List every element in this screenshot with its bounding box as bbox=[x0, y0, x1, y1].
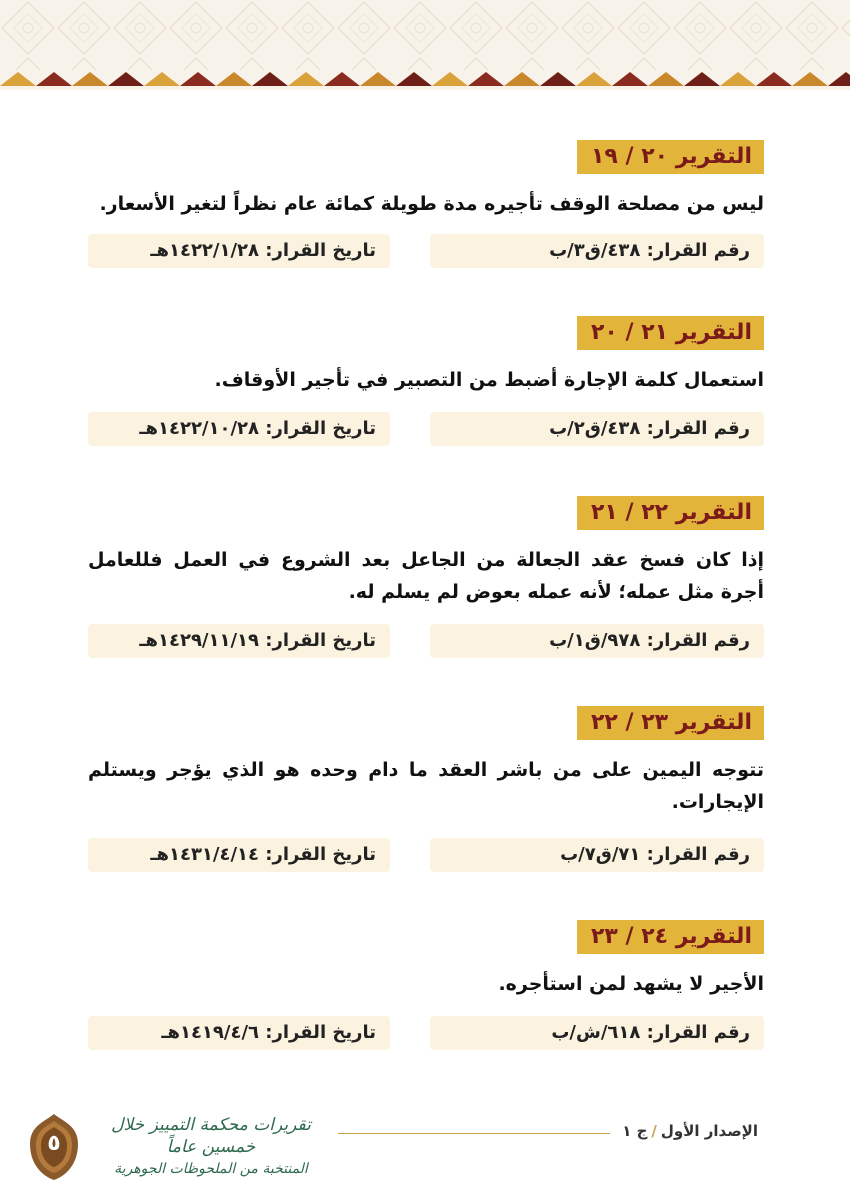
decision-number: رقم القرار: ٦١٨/ش/ب bbox=[430, 1016, 764, 1050]
decision-date: تاريخ القرار: ١٤٢٩/١١/١٩هـ bbox=[88, 624, 390, 658]
book-title-line1: تقريرات محكمة التمييز خلال خمسين عاماً bbox=[111, 1115, 311, 1157]
report-text: ليس من مصلحة الوقف تأجيره مدة طويلة كمائة عام نظراً لتغير الأسعار. bbox=[99, 193, 764, 215]
decision-number: رقم القرار: ٤٣٨/ق٢/ب bbox=[430, 412, 764, 446]
report-entry bbox=[88, 140, 764, 270]
report-text: استعمال كلمة الإجارة أضبط من التصبير في تأجير الأوقاف. bbox=[214, 369, 764, 391]
decision-date: تاريخ القرار: ١٤٢٢/١/٢٨هـ bbox=[88, 234, 390, 268]
page-number: ٥ bbox=[47, 1131, 61, 1156]
report-entry bbox=[88, 496, 764, 666]
report-text: الأجير لا يشهد لمن استأجره. bbox=[498, 973, 764, 995]
edition-separator: / bbox=[651, 1122, 657, 1140]
report-label: التقرير ٢٠ / ١٩ bbox=[577, 140, 764, 174]
report-label: التقرير ٢٣ / ٢٢ bbox=[577, 706, 764, 740]
decision-number: رقم القرار: ٧١/ق٧/ب bbox=[430, 838, 764, 872]
report-text: إذا كان فسخ عقد الجعالة من الجاعل بعد الشروع في العمل فللعامل أجرة مثل عمله؛ لأنه عمله بعوض لم يسلم له. bbox=[88, 549, 764, 603]
decision-number: رقم القرار: ٤٣٨/ق٣/ب bbox=[430, 234, 764, 268]
report-text: تتوجه اليمين على من باشر العقد ما دام وحده هو الذي يؤجر ويستلم الإيجارات. bbox=[88, 759, 764, 813]
decision-date: تاريخ القرار: ١٤٣١/٤/١٤هـ bbox=[88, 838, 390, 872]
edition-volume bbox=[622, 1122, 758, 1140]
book-title bbox=[96, 1114, 326, 1180]
volume-label: ج ١ bbox=[622, 1122, 648, 1140]
report-label: التقرير ٢٢ / ٢١ bbox=[577, 496, 764, 530]
page-footer bbox=[0, 1100, 850, 1200]
report-label: التقرير ٢١ / ٢٠ bbox=[577, 316, 764, 350]
decision-date: تاريخ القرار: ١٤٢٢/١٠/٢٨هـ bbox=[88, 412, 390, 446]
report-entry bbox=[88, 920, 764, 1050]
edition-label: الإصدار الأول bbox=[660, 1122, 758, 1140]
decision-date: تاريخ القرار: ١٤١٩/٤/٦هـ bbox=[88, 1016, 390, 1050]
report-entry bbox=[88, 316, 764, 446]
report-label: التقرير ٢٤ / ٢٣ bbox=[577, 920, 764, 954]
book-title-line2: المنتخبة من الملحوظات الجوهرية bbox=[114, 1161, 308, 1177]
footer-divider bbox=[338, 1133, 610, 1134]
report-entry bbox=[88, 706, 764, 876]
decision-number: رقم القرار: ٩٧٨/ق١/ب bbox=[430, 624, 764, 658]
